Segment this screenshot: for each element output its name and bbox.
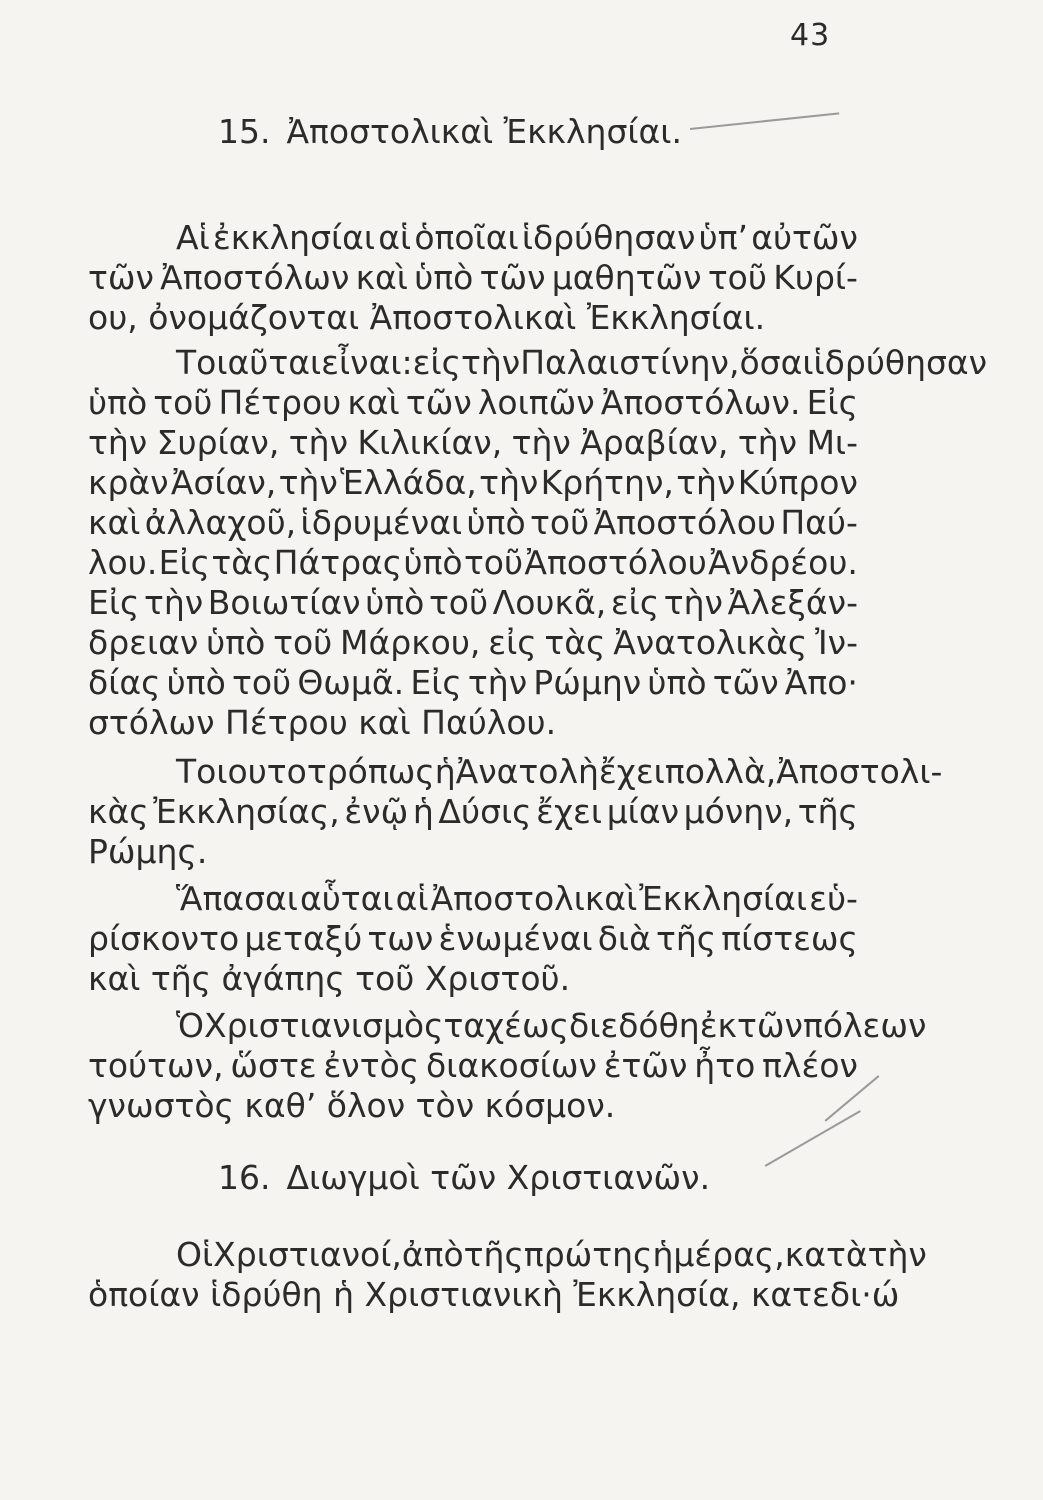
text-line: ὁποίαν ἱδρύθη ἡ Χριστιανικὴ Ἐκκλησία, κατεδι·ώ	[88, 1275, 900, 1314]
text-line: ρίσκοντο μεταξύ των ἑνωμέναι διὰ τῆς πίστεως	[88, 919, 858, 958]
text-line: Τοιουτοτρόπως ἡ Ἀνατολὴ ἔχει πολλὰ, Ἀποστολι-	[176, 752, 943, 791]
section-16-heading	[218, 1158, 710, 1197]
text-line: καὶ τῆς ἀγάπης τοῦ Χριστοῦ.	[88, 959, 571, 998]
page-number: 43	[790, 18, 831, 53]
section-16-title: Διωγμοὶ τῶν Χριστιανῶν.	[286, 1158, 711, 1197]
text-line: τῶν Ἀποστόλων καὶ ὑπὸ τῶν μαθητῶν τοῦ Κυρί-	[88, 258, 858, 297]
pen-mark-top	[690, 112, 839, 129]
text-line: Τοιαῦται εἶναι: εἰς τὴν Παλαιστίνην, ὅσαι ἱδρύθησαν	[176, 343, 988, 382]
section-15-heading	[218, 112, 682, 151]
text-line: Εἰς τὴν Βοιωτίαν ὑπὸ τοῦ Λουκᾶ, εἰς τὴν Ἀλεξάν-	[88, 583, 858, 622]
text-line: Ρώμης.	[88, 832, 208, 871]
text-line: καὶ ἀλλαχοῦ, ἱδρυμέναι ὑπὸ τοῦ Ἀποστόλου Παύ-	[88, 503, 858, 542]
text-line: Αἱ ἐκκλησίαι αἱ ὁποῖαι ἱδρύθησαν ὑπ’ αὐτῶν	[176, 218, 858, 257]
text-line: ου, ὀνομάζονται Ἀποστολικαὶ Ἐκκλησίαι.	[88, 298, 766, 337]
text-line: λου. Εἰς τὰς Πάτρας ὑπὸ τοῦ Ἀποστόλου Ἀνδρέου.	[88, 543, 858, 582]
text-line: τούτων, ὥστε ἐντὸς διακοσίων ἐτῶν ἦτο πλέον	[88, 1046, 858, 1085]
text-line: γνωστὸς καθ’ ὅλον τὸν κόσμον.	[88, 1086, 616, 1125]
text-line: Οἱ Χριστιανοί, ἀπὸ τῆς πρώτης ἡμέρας, κατὰ τὴν	[176, 1235, 927, 1274]
section-15-number: 15.	[218, 112, 271, 151]
text-line: Ἅπασαι αὗται αἱ Ἀποστολικαὶ Ἐκκλησίαι εὑ-	[176, 879, 858, 918]
text-line: τὴν Συρίαν, τὴν Κιλικίαν, τὴν Ἀραβίαν, τὴν Μι-	[88, 423, 858, 462]
text-line: κὰς Ἐκκλησίας, ἐνῷ ἡ Δύσις ἔχει μίαν μόνην, τῆς	[88, 792, 858, 831]
text-line: ὑπὸ τοῦ Πέτρου καὶ τῶν λοιπῶν Ἀποστόλων. Εἰς	[88, 383, 858, 422]
text-line: στόλων Πέτρου καὶ Παύλου.	[88, 703, 557, 742]
pen-mark-bottom-2	[765, 1110, 861, 1166]
text-line: δρειαν ὑπὸ τοῦ Μάρκου, εἰς τὰς Ἀνατολικὰς Ἰν-	[88, 623, 858, 662]
section-16-number: 16.	[218, 1158, 271, 1197]
text-line: δίας ὑπὸ τοῦ Θωμᾶ. Εἰς τὴν Ρώμην ὑπὸ τῶν Ἀπο·	[88, 663, 858, 702]
text-line: κρὰν Ἀσίαν, τὴν Ἑλλάδα, τὴν Κρήτην, τὴν Κύπρον	[88, 463, 858, 502]
text-line: Ὁ Χριστιανισμὸς ταχέως διεδόθη ἐκ τῶν πόλεων	[176, 1006, 927, 1045]
section-15-title: Ἀποστολικαὶ Ἐκκλησίαι.	[286, 112, 682, 151]
